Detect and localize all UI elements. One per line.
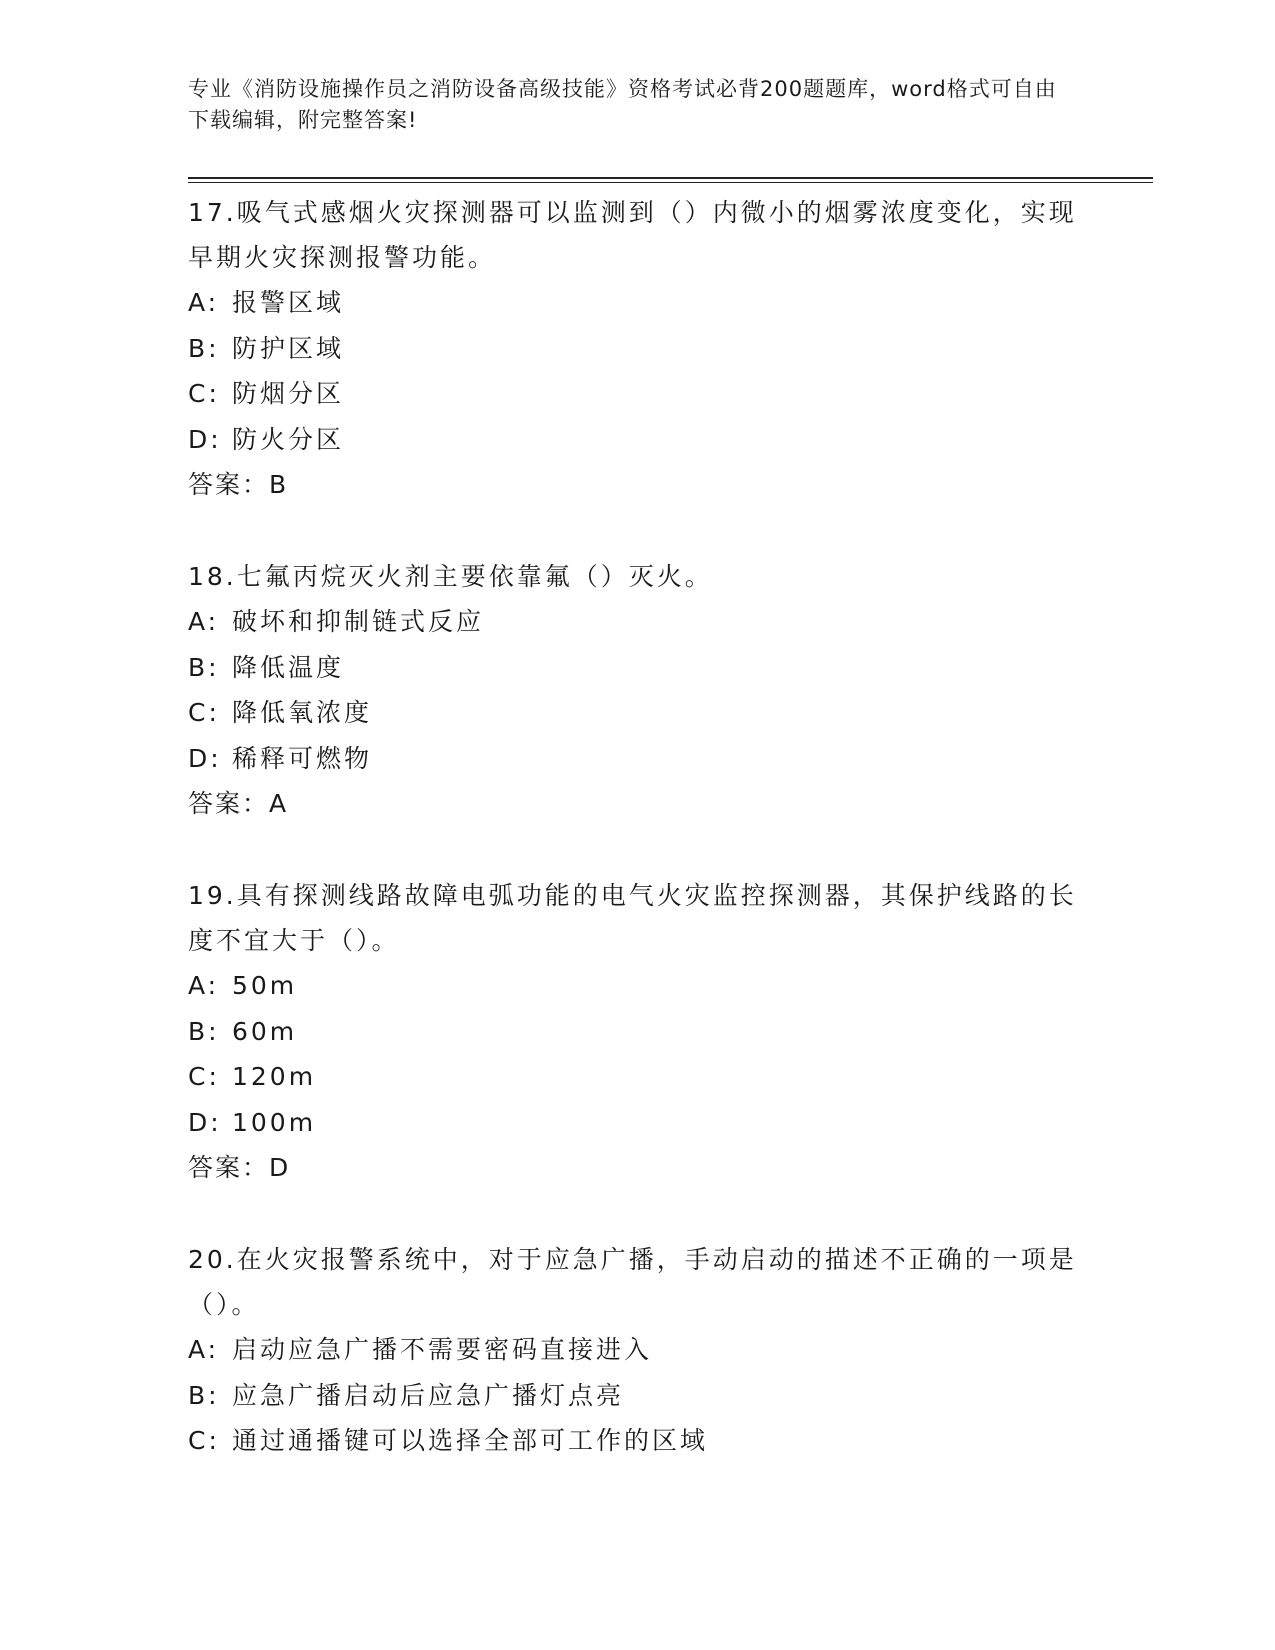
option-a <box>188 963 1088 1009</box>
header-divider-thick <box>188 177 1153 179</box>
option-c <box>188 371 1088 417</box>
answer: 答案：D <box>188 1153 291 1182</box>
option-c <box>188 690 1088 736</box>
document-header: 专业《消防设施操作员之消防设备高级技能》资格考试必背200题题库，word格式可自由下载编辑，附完整答案! <box>188 77 1057 132</box>
option-letter: B: <box>188 652 220 682</box>
option-letter: B: <box>188 333 220 363</box>
option-letter: A: <box>188 971 220 1000</box>
option-letter: A: <box>188 288 220 317</box>
question-stem: 19.具有探测线路故障电弧功能的电气火灾监控探测器，其保护线路的长度不宜大于（）。 <box>188 881 1077 955</box>
option-d <box>188 736 1088 782</box>
header-divider-thin <box>188 182 1153 183</box>
option-b <box>188 1373 1088 1419</box>
option-a <box>188 1327 1088 1373</box>
question-18 <box>188 554 1088 826</box>
option-letter: D: <box>188 743 222 773</box>
option-text: 应急广播启动后应急广播灯点亮 <box>232 1380 625 1410</box>
option-letter: D: <box>188 1107 222 1137</box>
option-text: 防烟分区 <box>232 379 345 408</box>
option-text: 报警区域 <box>232 288 345 317</box>
option-text: 防火分区 <box>232 424 345 454</box>
option-letter: B: <box>188 1380 220 1410</box>
option-c <box>188 1054 1088 1100</box>
question-17 <box>188 190 1088 507</box>
question-19 <box>188 873 1088 1190</box>
option-a <box>188 599 1088 645</box>
option-letter: D: <box>188 424 222 454</box>
option-b <box>188 645 1088 691</box>
option-text: 破坏和抑制链式反应 <box>232 607 485 636</box>
option-text: 50m <box>232 971 298 1000</box>
option-text: 启动应急广播不需要密码直接进入 <box>232 1335 653 1364</box>
option-text: 100m <box>232 1107 317 1137</box>
option-b <box>188 326 1088 372</box>
answer: 答案：A <box>188 789 289 818</box>
option-letter: A: <box>188 1335 220 1364</box>
option-text: 降低温度 <box>232 652 345 682</box>
option-letter: C: <box>188 698 220 727</box>
question-list <box>188 190 1088 1511</box>
option-letter: C: <box>188 1426 220 1455</box>
answer: 答案：B <box>188 470 289 499</box>
option-a <box>188 280 1088 326</box>
option-d <box>188 417 1088 463</box>
option-c <box>188 1418 1088 1464</box>
option-letter: C: <box>188 1062 220 1091</box>
question-stem: 20.在火灾报警系统中，对于应急广播，手动启动的描述不正确的一项是（）。 <box>188 1245 1077 1319</box>
question-stem: 18.七氟丙烷灭火剂主要依靠氟（）灭火。 <box>188 562 713 591</box>
option-text: 稀释可燃物 <box>232 743 373 773</box>
option-text: 60m <box>232 1016 298 1046</box>
question-stem: 17.吸气式感烟火灾探测器可以监测到（）内微小的烟雾浓度变化，实现早期火灾探测报警功能。 <box>188 198 1077 272</box>
option-text: 防护区域 <box>232 333 345 363</box>
option-d <box>188 1100 1088 1146</box>
option-text: 通过通播键可以选择全部可工作的区域 <box>232 1426 709 1455</box>
option-b <box>188 1009 1088 1055</box>
option-text: 120m <box>232 1062 317 1091</box>
option-text: 降低氧浓度 <box>232 698 373 727</box>
option-letter: A: <box>188 607 220 636</box>
option-letter: C: <box>188 379 220 408</box>
option-letter: B: <box>188 1016 220 1046</box>
question-20 <box>188 1237 1088 1464</box>
